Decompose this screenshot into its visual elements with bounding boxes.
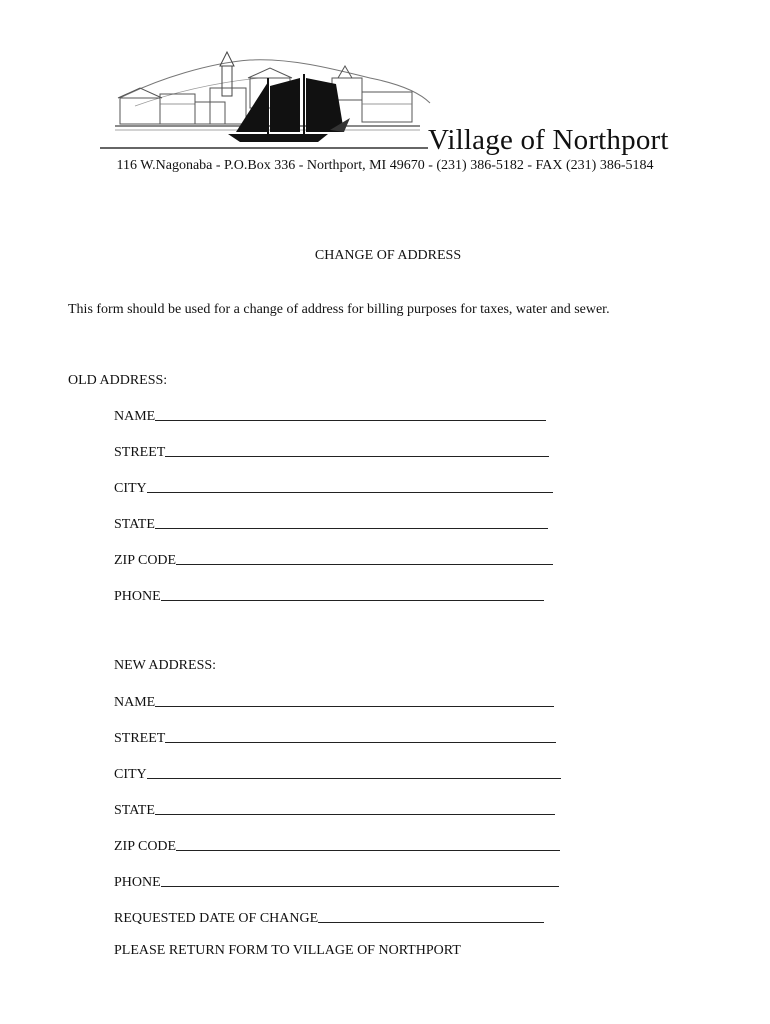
new-zip-field[interactable] bbox=[114, 835, 560, 855]
old-street-blank[interactable] bbox=[165, 441, 549, 457]
old-phone-label: PHONE bbox=[114, 589, 161, 604]
old-state-field[interactable] bbox=[114, 513, 548, 533]
old-zip-blank[interactable] bbox=[176, 549, 553, 565]
old-address-heading: OLD ADDRESS: bbox=[68, 373, 168, 388]
new-name-blank[interactable] bbox=[155, 691, 554, 707]
old-phone-blank[interactable] bbox=[161, 585, 544, 601]
old-city-blank[interactable] bbox=[147, 477, 553, 493]
old-street-field[interactable] bbox=[114, 441, 549, 461]
return-instructions: PLEASE RETURN FORM TO VILLAGE OF NORTHPORT bbox=[114, 943, 461, 958]
old-city-label: CITY bbox=[114, 481, 147, 496]
old-name-field[interactable] bbox=[114, 405, 546, 425]
old-street-label: STREET bbox=[114, 445, 166, 460]
old-state-label: STATE bbox=[114, 517, 155, 532]
requested-date-field[interactable] bbox=[114, 907, 544, 927]
village-name: Village of Northport bbox=[428, 124, 669, 156]
old-zip-field[interactable] bbox=[114, 549, 553, 569]
new-name-field[interactable] bbox=[114, 691, 554, 711]
old-zip-label: ZIP CODE bbox=[114, 553, 177, 568]
new-zip-blank[interactable] bbox=[176, 835, 560, 851]
new-state-field[interactable] bbox=[114, 799, 555, 819]
old-city-field[interactable] bbox=[114, 477, 553, 497]
new-phone-label: PHONE bbox=[114, 875, 161, 890]
old-state-blank[interactable] bbox=[155, 513, 548, 529]
requested-date-label: REQUESTED DATE OF CHANGE bbox=[114, 911, 319, 926]
new-state-blank[interactable] bbox=[155, 799, 555, 815]
new-city-blank[interactable] bbox=[147, 763, 561, 779]
new-state-label: STATE bbox=[114, 803, 155, 818]
old-phone-field[interactable] bbox=[114, 585, 544, 605]
form-intro-text: This form should be used for a change of address for billing purposes for taxes, water and sewer. bbox=[68, 302, 610, 317]
contact-address-line: 116 W.Nagonaba - P.O.Box 336 - Northport, MI 49670 - (231) 386-5182 - FAX (231) 386-5184 bbox=[116, 158, 654, 173]
new-address-heading: NEW ADDRESS: bbox=[114, 658, 217, 673]
old-name-label: NAME bbox=[114, 409, 156, 424]
new-street-field[interactable] bbox=[114, 727, 556, 747]
new-zip-label: ZIP CODE bbox=[114, 839, 177, 854]
requested-date-blank[interactable] bbox=[318, 907, 544, 923]
form-title: CHANGE OF ADDRESS bbox=[314, 248, 462, 263]
new-phone-blank[interactable] bbox=[161, 871, 559, 887]
new-city-label: CITY bbox=[114, 767, 147, 782]
old-name-blank[interactable] bbox=[155, 405, 546, 421]
new-phone-field[interactable] bbox=[114, 871, 559, 891]
new-name-label: NAME bbox=[114, 695, 156, 710]
new-street-label: STREET bbox=[114, 731, 166, 746]
new-street-blank[interactable] bbox=[165, 727, 556, 743]
new-city-field[interactable] bbox=[114, 763, 561, 783]
